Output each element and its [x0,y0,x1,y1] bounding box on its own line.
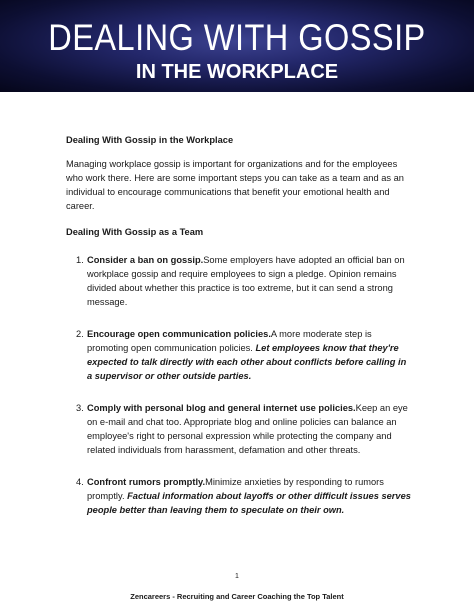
step-number: 4. [76,477,84,487]
banner-title: DEALING WITH GOSSIP [48,17,426,58]
document-body [66,133,411,535]
list-item [66,475,411,517]
list-item [66,401,411,457]
step-title: Consider a ban on gossip. [87,255,204,265]
step-title: Encourage open communication policies. [87,329,271,339]
document-heading: Dealing With Gossip in the Workplace [66,135,234,145]
section-heading: Dealing With Gossip as a Team [66,227,204,237]
header-banner [0,0,474,92]
page-number: 1 [235,573,239,580]
step-number: 1. [76,255,84,265]
page-footer: Zencareers - Recruiting and Career Coaching the Top Talent [130,592,344,601]
step-emphasis: Factual information about layoffs or other difficult issues serves people better than leaving them to speculate on their own. [87,491,411,515]
step-text: Keep an eye on e-mail and chat too. Appropriate blog and online policies can balance an employee's right to personal expression while protecting the company and related individuals from harassment, defamation and other threats. [87,403,408,455]
step-title: Confront rumors promptly. [87,477,206,487]
step-emphasis: Let employees know that they're expected to talk directly with each other about conflicts before calling in a supervisor or other outside parties. [87,343,407,381]
step-text: Minimize anxieties by responding to rumors promptly. [87,477,384,501]
step-number: 2. [76,329,84,339]
step-title: Comply with personal blog and general internet use policies. [87,403,356,413]
list-item [66,327,411,383]
steps-list [66,253,411,517]
list-item [66,253,411,309]
intro-paragraph: Managing workplace gossip is important for organizations and for the employees who work there. Here are some important steps you can take as a team and as an individual to encourage communications that benefit your emotional health and career. [66,159,404,211]
step-number: 3. [76,403,84,413]
step-text: A more moderate step is promoting open communication policies. [87,329,372,353]
step-text: Some employers have adopted an official ban on workplace gossip and require employees to sign a pledge. Opinion remains divided about whether this practice is too extreme, but it can send a strong message. [87,255,405,307]
banner-subtitle: IN THE WORKPLACE [135,61,339,83]
